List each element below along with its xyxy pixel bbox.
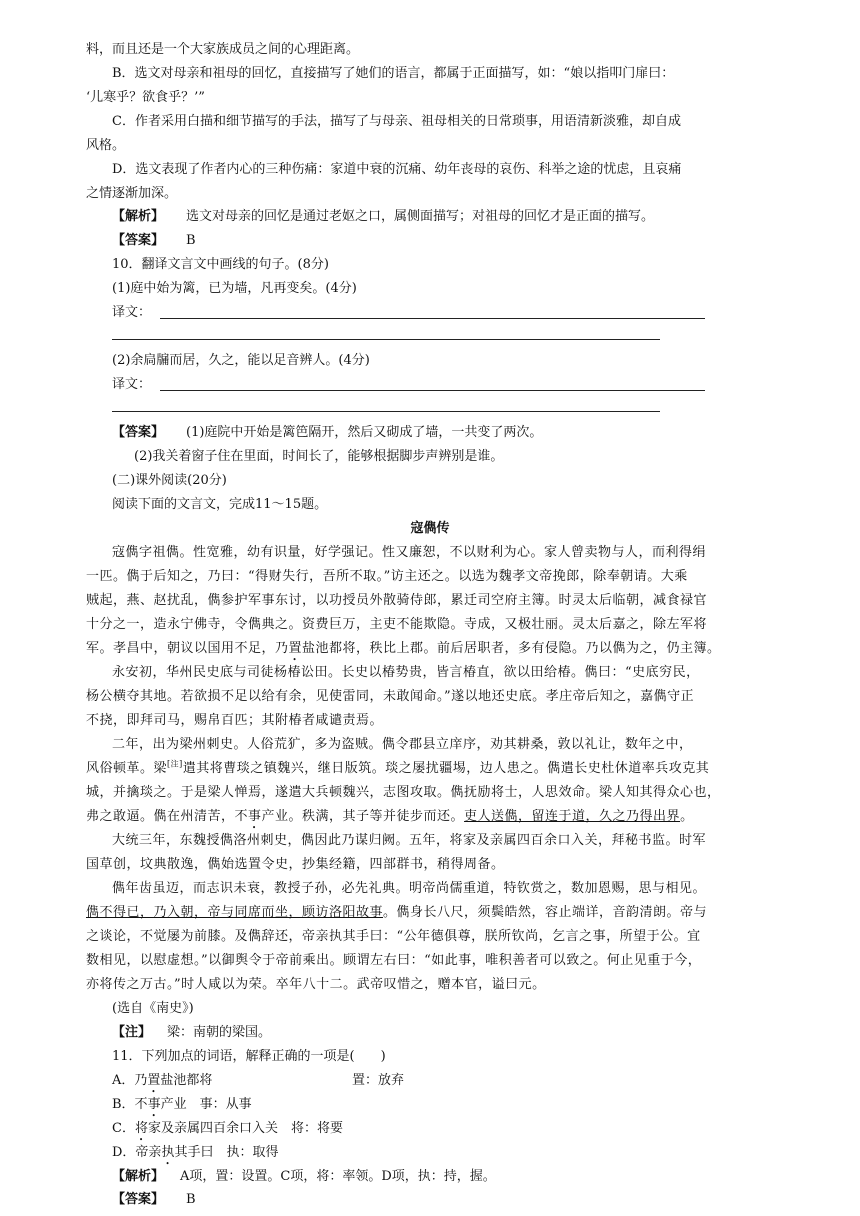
passage-line: 城，并擒琰之。于是梁人惮焉，遂遣大兵顿魏兴，志图攻取。儁抚励将士，人思效命。梁人知其得众心也， (86, 785, 721, 800)
note-label: 【注】 (112, 1025, 152, 1040)
option-a-gloss: 置：放弃 (352, 1073, 405, 1088)
answer-blank[interactable] (160, 390, 705, 391)
passage-title: 寇儁传 (410, 521, 450, 536)
passage-line: 二年，出为梁州刺史。人俗荒犷，多为盗贼。儁令郡县立庠序，劝其耕桑，敦以礼让，数年之中， (112, 737, 693, 752)
section-heading: (二)课外阅读(20分) (112, 473, 227, 488)
underlined-sentence: 儁不得已，乃入朝，帝与同席而坐，顾访洛阳故事 (86, 905, 384, 920)
passage-line: 一匹。儁于后知之，乃曰：“得财失行，吾所不取。”访主还之。以选为魏孝文帝挽郎，除奉朝请。大乘 (86, 569, 688, 584)
question-11: 11．下列加点的词语，解释正确的一项是( ) (112, 1049, 386, 1064)
text-line: ‘儿寒乎？欲食乎？’” (86, 90, 205, 105)
answer-label: 【答案】 (112, 1192, 165, 1207)
answer-label: 【答案】 (112, 233, 165, 248)
instruction: 阅读下面的文言文，完成11～15题。 (112, 497, 328, 512)
dotted-word: 置 (147, 1073, 161, 1088)
dotted-word: 执 (161, 1145, 175, 1160)
dotted-word: 将 (134, 1121, 148, 1136)
underlined-sentence: 吏人送儁，留连于道，久之乃得出界 (464, 809, 681, 824)
passage-line: 之谈论，不觉屡为前膝。及儁辞还，帝亲执其手曰：“公年德俱尊，朕所钦尚，乞言之事，所望于公。宜 (86, 929, 701, 944)
question-10: 10．翻译文言文中画线的句子。(8分) (112, 257, 329, 272)
analysis-row (112, 207, 654, 227)
passage-line: 寇儁字祖儁。性宽雅，幼有识量，好学强记。性又廉恕，不以财利为心。家人曾卖物与人，而利得绢 (112, 545, 707, 560)
analysis-text: A项，置：设置。C项，将：率领。D项，执：持，握。 (180, 1169, 496, 1184)
footnote-marker: [注] (167, 759, 183, 769)
option-b: B．选文对母亲和祖母的回忆，直接描写了她们的语言，都属于正面描写，如：“娘以指叩门扉曰： (112, 66, 675, 81)
answer-row (112, 423, 542, 443)
source-citation: (选自《南史》) (112, 1001, 194, 1016)
translation-label-1: 译文： (112, 305, 152, 320)
text-line: 风格。 (86, 138, 126, 153)
text-line: 料，而且还是一个大家族成员之间的心理距离。 (86, 42, 360, 57)
answer-label: 【答案】 (112, 425, 165, 440)
option-d: D．帝亲执其手曰 执：取得 (112, 1145, 279, 1160)
passage-line: 弗之敢逼。儁在州清苦，不事产业。秩满，其子等并徒步而还。吏人送儁，留连于道，久之乃得出界。 (86, 809, 694, 824)
passage-line: 不挠，即拜司马，赐帛百匹；其附椿者咸谴责焉。 (86, 713, 384, 728)
passage-line: 十分之一，造永宁佛寺，令儁典之。资费巨万，主吏不能欺隐。寺成，又极壮丽。灵太后嘉之，除左军将 (86, 617, 708, 632)
note-text: 梁：南朝的梁国。 (167, 1025, 272, 1040)
passage-line: 亦将传之万古。”时人咸以为荣。卒年八十二。武帝叹惜之，赠本官，谥曰元。 (86, 977, 546, 992)
translation-label-2: 译文： (112, 377, 152, 392)
answer-blank[interactable] (112, 411, 660, 412)
option-a: A．乃置盐池都将 (112, 1073, 213, 1088)
answer-text: B (186, 1192, 196, 1207)
passage-line: 儁不得已，乃入朝，帝与同席而坐，顾访洛阳故事。儁身长八尺，须鬓皓然，容止端详，音韵清朗。帝与 (86, 905, 708, 920)
option-d: D．选文表现了作者内心的三种伤痛：家道中衰的沉痛、幼年丧母的哀伤、科举之途的忧虑，且哀痛 (112, 162, 682, 177)
option-c: C．作者采用白描和细节描写的手法，描写了与母亲、祖母相关的日常琐事，用语清新淡雅，却自成 (112, 114, 681, 129)
analysis-label: 【解析】 (112, 209, 165, 224)
question-10-1: (1)庭中始为篱，已为墙，凡再变矣。(4分) (112, 281, 357, 296)
answer-row (112, 1190, 196, 1210)
text-line: 之情逐渐加深。 (86, 186, 178, 201)
passage-line: 风俗顿革。梁[注]遣其将曹琰之镇魏兴，继日版筑。琰之屡扰疆埸，边人患之。儁遣长史杜休道率兵攻克其 (86, 759, 710, 776)
analysis-text: 选文对母亲的回忆是通过老妪之口，属侧面描写；对祖母的回忆才是正面的描写。 (186, 209, 655, 224)
answer-blank[interactable] (112, 339, 660, 340)
analysis-label: 【解析】 (112, 1169, 165, 1184)
answer-text: B (186, 233, 196, 248)
dotted-word: 事 (147, 1097, 161, 1112)
option-c: C．将家及亲属四百余口入关 将：将要 (112, 1121, 343, 1136)
passage-line: 国草创，坟典散逸，儁始选置令史，抄集经籍，四部群书，稍得周备。 (86, 857, 505, 872)
dotted-word: 置 (288, 641, 303, 656)
answer-row (112, 231, 196, 251)
answer-text: (2)我关着窗子住在里面，时间长了，能够根据脚步声辨别是谁。 (134, 449, 504, 464)
passage-line: 军。孝昌中，朝议以国用不足，乃置盐池都将，秩比上郡。前后居职者，多有侵隐。乃以儁为之，仍主簿。 (86, 641, 721, 656)
answer-blank[interactable] (160, 318, 705, 319)
analysis-row (112, 1167, 496, 1187)
answer-text: (1)庭院中开始是篱笆隔开，然后又砌成了墙，一共变了两次。 (186, 425, 543, 440)
question-10-2: (2)余扃牖而居，久之，能以足音辨人。(4分) (112, 353, 370, 368)
passage-line: 儁年齿虽迈，而志识未衰，教授子孙，必先礼典。明帝尚儒重道，特钦赏之，数加恩赐，思与相见。 (112, 881, 707, 896)
passage-line: 杨公横夺其地。若欲损不足以给有余，见使雷同，未敢闻命。”遂以地还史底。孝庄帝后知之，嘉儁守正 (86, 689, 695, 704)
passage-line: 大统三年，东魏授儁洛州刺史，儁因此乃谋归阙。五年，将家及亲属四百余口入关，拜秘书监。时军 (112, 833, 707, 848)
passage-line: 数相见，以慰虚想。”以御舆令于帝前乘出。顾谓左右曰：“如此事，唯积善者可以致之。何止见重于今， (86, 953, 702, 968)
passage-line: 贼起，燕、赵扰乱，儁参护军事东讨，以功授员外散骑侍郎，累迁司空府主簿。时灵太后临朝，减食禄官 (86, 593, 708, 608)
note-row (112, 1023, 271, 1043)
dotted-word: 事 (248, 809, 262, 824)
passage-line: 永安初，华州民史底与司徒杨椿讼田。长史以椿势贵，皆言椿直，欲以田给椿。儁曰：“史底穷民， (112, 665, 700, 680)
option-b: B．不事产业 事：从事 (112, 1097, 252, 1112)
